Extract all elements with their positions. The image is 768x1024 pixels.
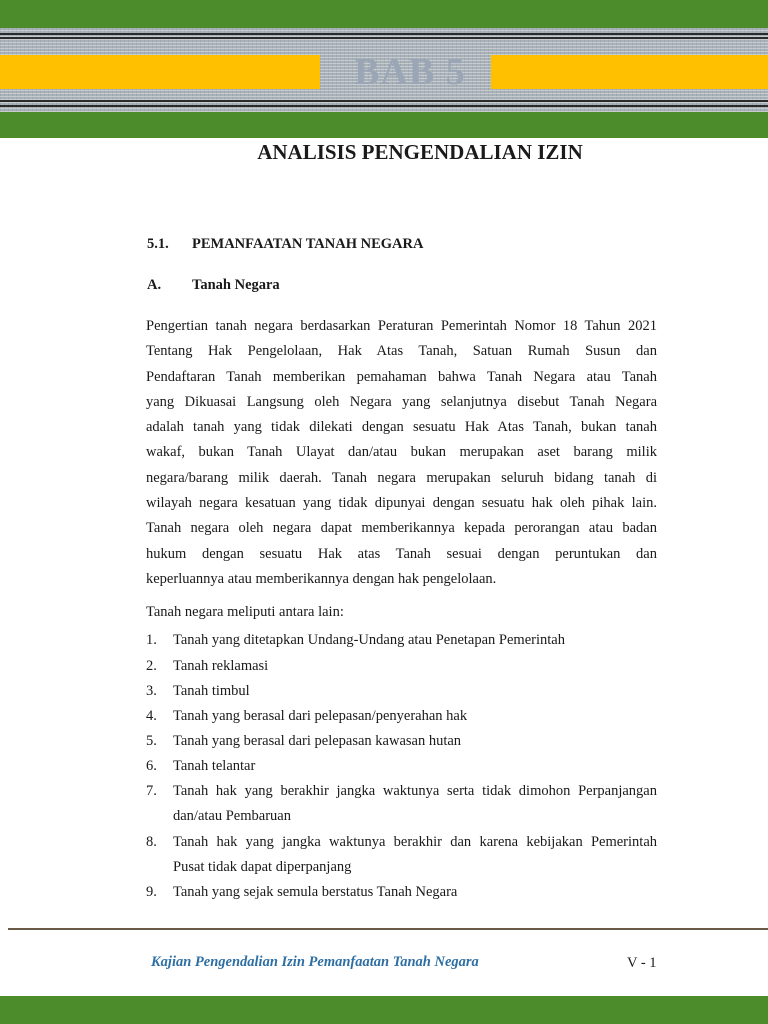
list-item-text: Tanah hak yang berakhir jangka waktunya serta tidak dimohon Perpanjangan (173, 783, 657, 799)
page-title (36, 140, 768, 165)
header-divider-top-2 (0, 37, 768, 39)
list-item-number: 1. (146, 632, 157, 648)
paragraph-line: keperluannya atau memberikannya dengan hak pengelolaan. (146, 570, 497, 587)
header-divider-top (0, 33, 768, 35)
list-item-text: Tanah yang ditetapkan Undang-Undang atau Penetapan Pemerintah (173, 632, 565, 648)
header-yellow-bar-right (491, 55, 768, 89)
header-green-bar-top (0, 0, 768, 28)
paragraph-line: adalah tanah yang tidak dilekati dengan sesuatu Hak Atas Tanah, bukan tanah (146, 419, 657, 436)
list-item-text: Pusat tidak dapat diperpanjang (173, 859, 352, 876)
list-item-number: 6. (146, 758, 157, 774)
section-number: 5.1. (147, 236, 169, 252)
list-item-text: Tanah telantar (173, 758, 256, 774)
section-title: PEMANFAATAN TANAH NEGARA (192, 236, 424, 252)
paragraph-line: Tanah negara oleh negara dapat memberikannya kepada perorangan atau badan (146, 520, 657, 537)
header-divider-bottom (0, 100, 768, 102)
list-item-number: 2. (146, 658, 157, 674)
subsection-title: Tanah Negara (192, 277, 280, 293)
paragraph-line: negara/barang milik daerah. Tanah negara merupakan seluruh bidang tanah di (146, 469, 657, 486)
paragraph-line: Tentang Hak Pengelolaan, Hak Atas Tanah, Satuan Rumah Susun dan (146, 343, 657, 360)
paragraph-line: hukum dengan sesuatu Hak atas Tanah sesuai dengan peruntukan dan (146, 545, 657, 562)
paragraph-line: Pengertian tanah negara berdasarkan Peraturan Pemerintah Nomor 18 Tahun 2021 (146, 318, 657, 334)
footer-green-bar (0, 996, 768, 1024)
paragraph-line: yang Dikuasai Langsung oleh Negara yang selanjutnya disebut Tanah Negara (146, 393, 657, 410)
list-item-text: Tanah yang sejak semula berstatus Tanah Negara (173, 884, 458, 900)
paragraph-line: wakaf, bukan Tanah Ulayat dan/atau bukan merupakan aset barang milik (146, 444, 657, 461)
list-item-text: Tanah reklamasi (173, 658, 269, 674)
header-divider-bottom-2 (0, 105, 768, 107)
body-paragraph (146, 314, 657, 592)
page-number: V - 1 (627, 955, 657, 971)
list-item-text: dan/atau Pembaruan (173, 808, 291, 825)
subsection-letter: A. (147, 277, 162, 293)
list-intro: Tanah negara meliputi antara lain: (146, 604, 344, 620)
list-item-number: 9. (146, 884, 157, 900)
page-title-text: ANALISIS PENGENDALIAN IZIN (257, 140, 583, 164)
footer-divider (8, 928, 768, 930)
list-item-text: Tanah timbul (173, 683, 250, 699)
paragraph-line: wilayah negara kesatuan yang tidak dipunyai dengan sesuatu hak oleh pihak lain. (146, 495, 657, 512)
list-item-number: 7. (146, 783, 157, 799)
list-item-text: Tanah hak yang jangka waktunya berakhir dan karena kebijakan Pemerintah (173, 834, 657, 850)
list-item-number: 3. (146, 683, 157, 699)
list-item-number: 4. (146, 708, 157, 724)
list-item-number: 5. (146, 733, 157, 749)
footer-title: Kajian Pengendalian Izin Pemanfaatan Tanah Negara (151, 954, 479, 970)
paragraph-line: Pendaftaran Tanah memberikan pemahaman bahwa Tanah Negara atau Tanah (146, 368, 657, 385)
header-green-bar-bottom (0, 112, 768, 138)
list-item-text: Tanah yang berasal dari pelepasan/penyerahan hak (173, 708, 468, 724)
chapter-label: BAB 5 (354, 51, 466, 93)
list-item-text: Tanah yang berasal dari pelepasan kawasan hutan (173, 733, 462, 749)
list-item-number: 8. (146, 834, 157, 850)
header-yellow-bar-left (0, 55, 320, 89)
